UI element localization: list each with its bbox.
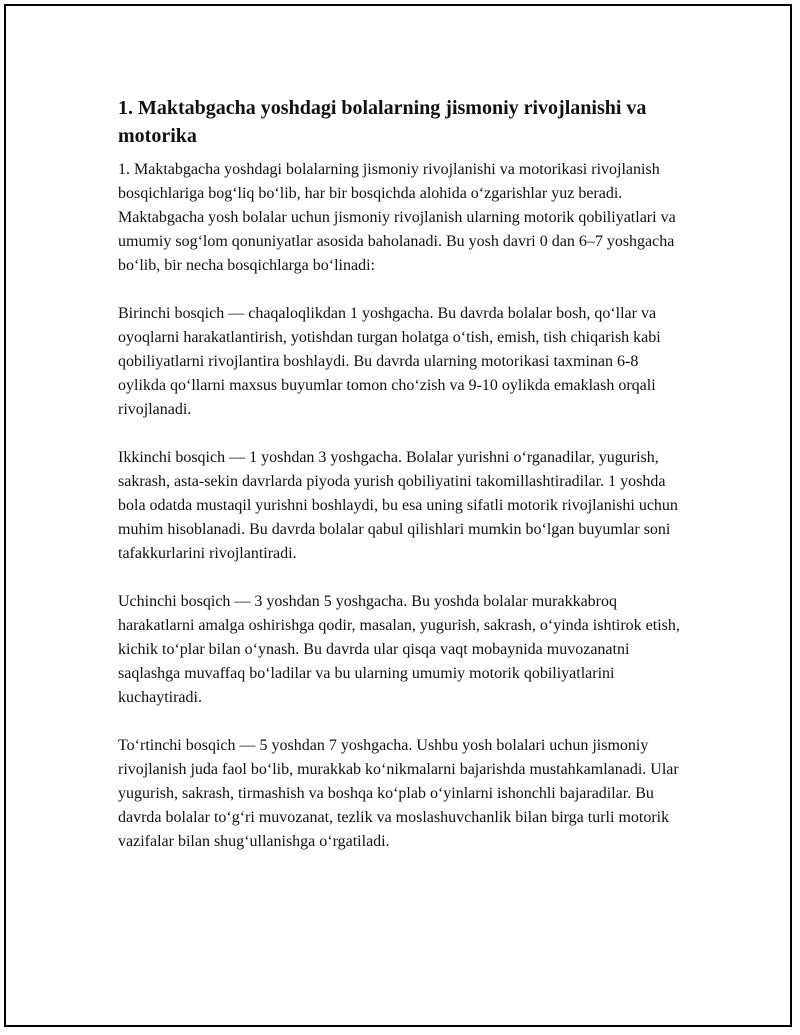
document-body xyxy=(118,94,690,878)
paragraph-stage-4: To‘rtinchi bosqich — 5 yoshdan 7 yoshgacha. Ushbu yosh bolalari uchun jismoniy rivojlanish juda faol bo‘lib, murakkab ko‘nikmalarni bajarishda mustahkamlanadi. Ular yugurish, sakrash, tirmashish va boshqa ko‘plab o‘yinlarni ishonchli bajaradilar. Bu davrda bolalar to‘g‘ri muvozanat, tezlik va moslashuvchanlik bilan birga turli motorik vazifalar bilan shug‘ullanishga o‘rgatiladi. xyxy=(118,737,679,850)
paragraph-intro: 1. Maktabgacha yoshdagi bolalarning jismoniy rivojlanishi va motorikasi rivojlanish bosqichlariga bog‘liq bo‘lib, har bir bosqichda alohida o‘zgarishlar yuz beradi. Maktabgacha yosh bolalar uchun jismoniy rivojlanish ularning motorik qobiliyatlari va umumiy sog‘lom qonuniyatlar asosida baholanadi. Bu yosh davri 0 dan 6–7 yoshgacha bo‘lib, bir necha bosqichlarga bo‘linadi: xyxy=(118,161,676,274)
paragraph-stage-3: Uchinchi bosqich — 3 yoshdan 5 yoshgacha. Bu yoshda bolalar murakkabroq harakatlarni amalga oshirishga qodir, masalan, yugurish, sakrash, o‘yinda ishtirok etish, kichik to‘plar bilan o‘ynash. Bu davrda ular qisqa vaqt mobaynida muvozanatni saqlashga muvaffaq bo‘ladilar va bu ularning umumiy motorik qobiliyatlarini kuchaytiradi. xyxy=(118,593,680,706)
paragraph-stage-2: Ikkinchi bosqich — 1 yoshdan 3 yoshgacha. Bolalar yurishni o‘rganadilar, yugurish, sakrash, asta-sekin davrlarda piyoda yurish qobiliyatini takomillashtiradilar. 1 yoshda bola odatda mustaqil yurishni boshlaydi, bu esa uning sifatli motorik rivojlanishi uchun muhim hisoblanadi. Bu davrda bolalar qabul qilishlari mumkin bo‘lgan buyumlar soni tafakkurlarini rivojlantiradi. xyxy=(118,449,678,562)
document-title: 1. Maktabgacha yoshdagi bolalarning jismoniy rivojlanishi va motorika xyxy=(118,97,647,147)
paragraph-stage-1: Birinchi bosqich — chaqaloqlikdan 1 yoshgacha. Bu davrda bolalar bosh, qo‘llar va oyoqlarni harakatlantirish, yotishdan turgan holatga o‘tish, emish, tish chiqarish kabi qobiliyatlarni rivojlantira boshlaydi. Bu davrda ularning motorikasi taxminan 6-8 oylikda qo‘llarni maxsus buyumlar tomon cho‘zish va 9-10 oylikda emaklash orqali rivojlanadi. xyxy=(118,305,661,418)
